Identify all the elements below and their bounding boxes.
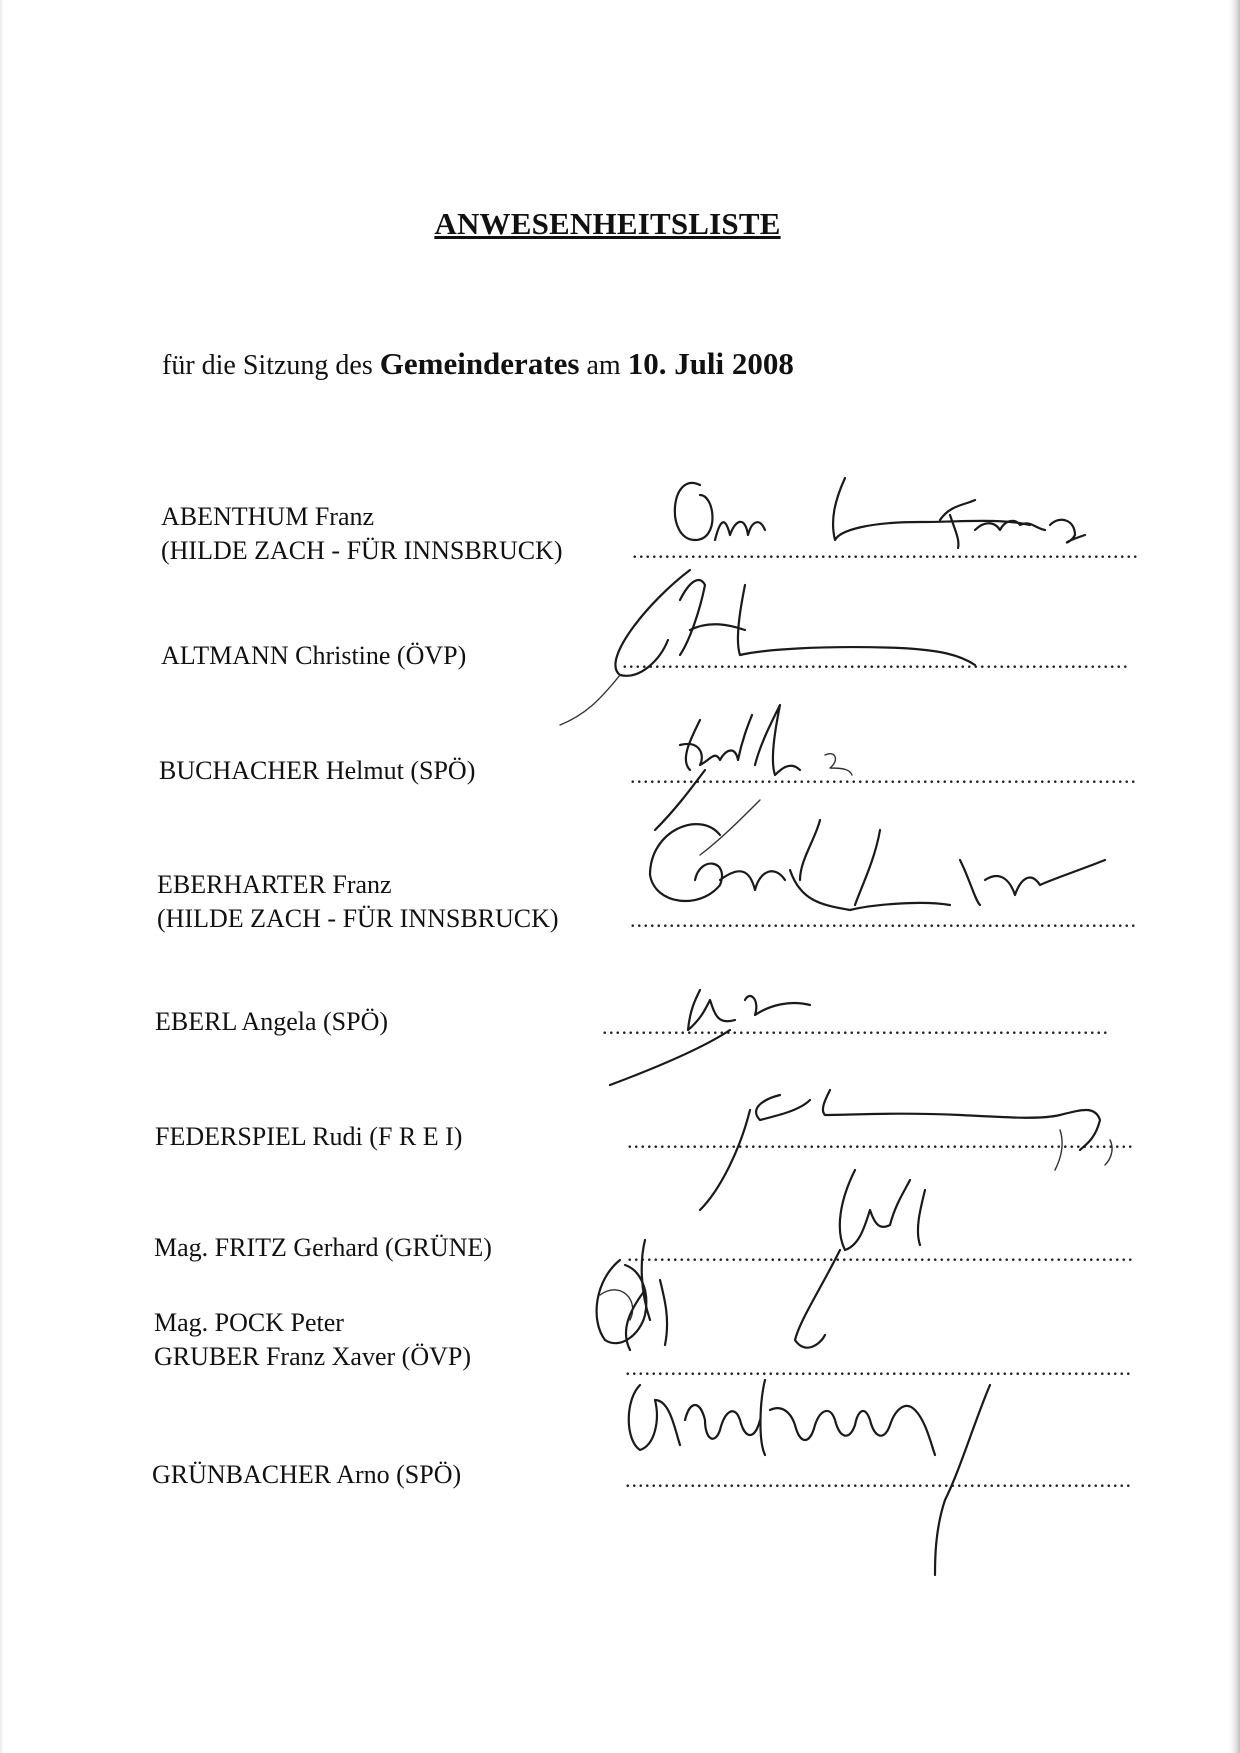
signature-line-1: ..............................................................................: [632, 538, 1139, 563]
attendee-entry-3: [159, 754, 475, 788]
signature-line-6: ..............................................................................: [627, 1128, 1134, 1153]
attendee-entry-4: [157, 868, 559, 936]
attendee-name: BUCHACHER Helmut (SPÖ): [159, 756, 476, 785]
signature-line-2: ..............................................................................: [622, 648, 1129, 673]
subtitle-middle: am: [586, 350, 621, 381]
attendee-entry-7: [154, 1231, 492, 1265]
attendee-name: GRÜNBACHER Arno (SPÖ): [152, 1460, 462, 1489]
attendee-affiliation: GRUBER Franz Xaver (ÖVP): [154, 1342, 472, 1371]
attendee-affiliation: (HILDE ZACH - FÜR INNSBRUCK): [161, 536, 563, 565]
scan-shadow-right: [1228, 0, 1240, 1753]
attendee-entry-8: [154, 1306, 471, 1374]
signature-line-4: ..............................................................................: [630, 907, 1137, 932]
attendee-name: EBERHARTER Franz: [157, 870, 392, 899]
subtitle-body: Gemeinderates: [379, 346, 580, 381]
document-subtitle: [162, 346, 794, 382]
attendee-entry-1: [161, 500, 563, 568]
scan-shadow-left: [0, 0, 4, 1753]
attendee-entry-9: [152, 1458, 461, 1492]
signature-eberharter-icon: [650, 800, 1105, 910]
subtitle-prefix: für die Sitzung des: [162, 350, 373, 381]
signature-line-8: ..............................................................................: [625, 1355, 1132, 1380]
attendee-entry-2: [161, 639, 466, 673]
attendee-affiliation: (HILDE ZACH - FÜR INNSBRUCK): [157, 904, 559, 933]
signature-line-5: ..............................................................................: [602, 1014, 1109, 1039]
attendee-name: ALTMANN Christine (ÖVP): [161, 641, 467, 670]
signature-line-7: ..............................................................................: [627, 1241, 1134, 1266]
attendee-name: Mag. FRITZ Gerhard (GRÜNE): [154, 1233, 492, 1262]
attendee-name: Mag. POCK Peter: [154, 1308, 344, 1337]
attendee-name: FEDERSPIEL Rudi (F R E I): [155, 1122, 463, 1151]
attendee-name: ABENTHUM Franz: [161, 502, 375, 531]
attendee-name: EBERL Angela (SPÖ): [155, 1007, 389, 1036]
signature-line-9: ..............................................................................: [625, 1467, 1132, 1492]
attendee-entry-6: [155, 1120, 462, 1154]
signature-line-3: ..............................................................................: [630, 763, 1137, 788]
subtitle-date: 10. Juli 2008: [627, 346, 794, 381]
document-title: ANWESENHEITSLISTE: [434, 206, 781, 241]
attendee-entry-5: [155, 1005, 388, 1039]
